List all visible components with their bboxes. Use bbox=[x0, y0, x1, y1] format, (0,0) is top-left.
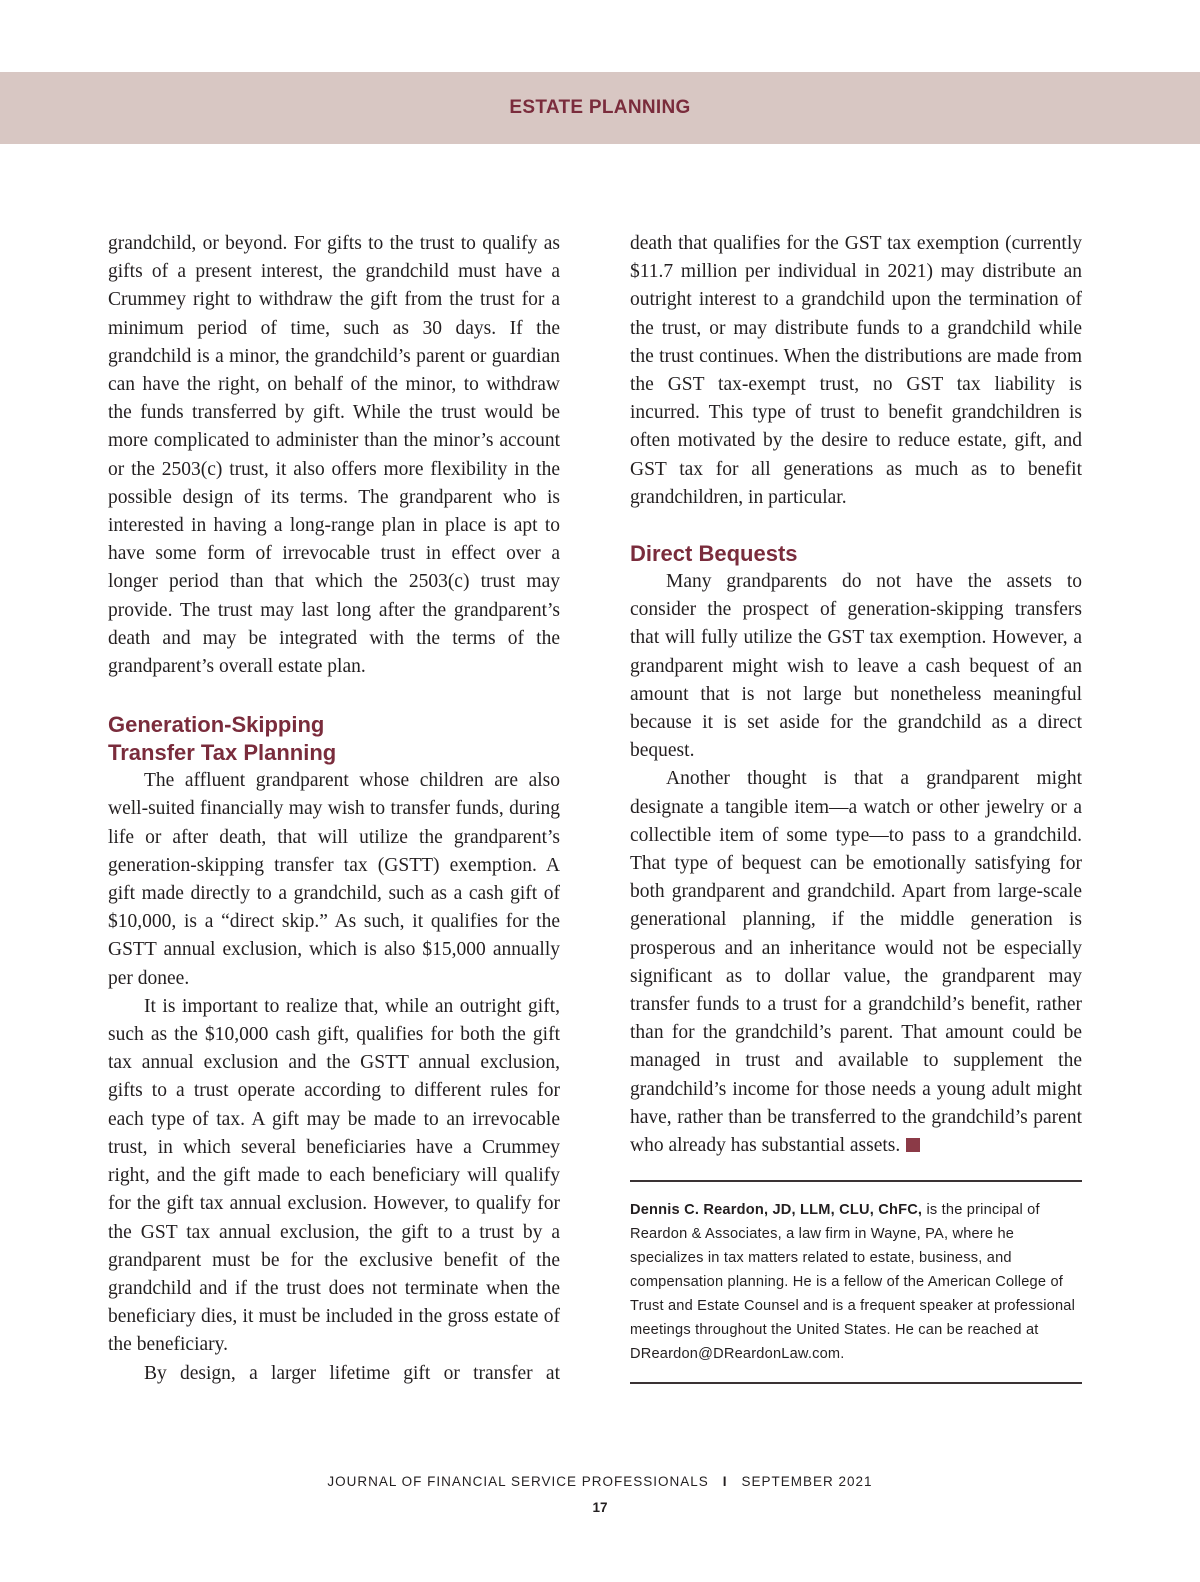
right-paragraph-3 bbox=[630, 765, 1082, 1160]
bio-rule-bottom bbox=[630, 1382, 1082, 1384]
left-paragraph-2: The affluent grandparent whose children are also well-suited financially may wish to transfer funds, during life or after death, that will utilize the grandparent’s generation-skipping transfer tax (GSTT) exemption. A gift made directly to a grandchild, such as a cash gift of $10,000, is a “direct skip.” As such, it qualifies for the GSTT annual exclusion, which is also $15,000 annually per donee. bbox=[108, 770, 560, 989]
author-bio-text: is the principal of Reardon & Associates, a law firm in Wayne, PA, where he specializes in tax matters related to estate, business, and compensation planning. He is a fellow of the American College of Trust and Estate Counsel and is a frequent speaker at professional meetings throughout the United States. He can be reached at DReardon@DReardonLaw.com. bbox=[630, 1202, 1076, 1363]
footer-separator: I bbox=[722, 1474, 728, 1489]
bio-rule-top bbox=[630, 1180, 1082, 1182]
issue-date: SEPTEMBER 2021 bbox=[741, 1474, 873, 1489]
heading-direct-bequests: Direct Bequests bbox=[630, 541, 798, 567]
page-number: 17 bbox=[592, 1500, 608, 1515]
journal-name: JOURNAL OF FINANCIAL SERVICE PROFESSIONALS bbox=[327, 1474, 709, 1489]
left-column bbox=[108, 230, 560, 1388]
heading-line-1: Generation-Skipping bbox=[108, 712, 325, 738]
left-paragraph-1: grandchild, or beyond. For gifts to the trust to qualify as gifts of a present interest, the grandchild must have a Crummey right to withdraw the gift from the trust for a minimum period of time, such as 30 days. If the grandchild is a minor, the grandchild’s parent or guardian can have the right, on behalf of the minor, to withdraw the funds transferred by gift. While the trust would be more complicated to administer than the minor’s account or the 2503(c) trust, it also offers more flexibility in the possible design of its terms. The grandparent who is interested in having a long-range plan in place is apt to have some form of irrevocable trust in effect over a longer period than that which the 2503(c) trust may provide. The trust may last long after the grandparent’s death and may be integrated with the terms of the grandparent’s overall estate plan. bbox=[108, 233, 560, 678]
footer bbox=[0, 1474, 1200, 1489]
left-paragraph-3: It is important to realize that, while an outright gift, such as the $10,000 cash gift, qualifies for both the gift tax annual exclusion and the GSTT annual exclusion, gifts to a trust operate according to different rules for each type of tax. A gift may be made to an irrevocable trust, in which several beneficiaries have a Crummey right, and the gift made to each beneficiary will qualify for the gift tax annual exclusion. However, to qualify for the GST tax annual exclusion, the gift to a trust by a grandparent must be for the exclusive benefit of the grandchild and if the trust does not terminate when the beneficiary dies, it must be included in the gross estate of the beneficiary. bbox=[108, 995, 560, 1356]
author-name: Dennis C. Reardon, JD, LLM, CLU, ChFC, bbox=[630, 1202, 923, 1219]
left-paragraph-4: By design, a larger lifetime gift or transfer at bbox=[144, 1362, 560, 1384]
right-paragraph-3-text: Another thought is that a grandparent might designate a tangible item—a watch or other jewelry or a collectible item of some type—to pass to a grandchild. That type of bequest can be emotionally satisfying for both grandparent and grandchild. Apart from large-scale generational planning, if the middle generation is prosperous and an inheritance would not be especially significant as to dollar value, the grandparent may transfer funds to a trust for a grandchild’s benefit, rather than for the grandchild’s parent. That amount could be managed in trust and available to supplement the grandchild’s income for those needs a young adult might have, rather than be transferred to the grandchild’s parent who already has substantial assets. bbox=[630, 768, 1082, 1157]
right-column bbox=[630, 230, 1082, 1384]
section-title: ESTATE PLANNING bbox=[509, 97, 691, 118]
heading-generation-skipping bbox=[108, 711, 560, 767]
author-bio bbox=[630, 1198, 1082, 1366]
right-paragraph-2: Many grandparents do not have the assets to consider the prospect of generation-skipping transfers that will fully utilize the GST tax exemption. However, a grandparent might wish to leave a cash bequest of an amount that is not large but nonetheless meaningful because it is set aside for the grandchild as a direct bequest. bbox=[630, 571, 1082, 762]
end-mark-icon bbox=[906, 1138, 920, 1152]
heading-line-2: Transfer Tax Planning bbox=[108, 740, 337, 766]
right-paragraph-1: death that qualifies for the GST tax exemption (currently $11.7 million per individual in 2021) may distribute an outright interest to a grandchild upon the termination of the trust, or may distribute funds to a grandchild while the trust continues. When the distributions are made from the GST tax-exempt trust, no GST tax liability is incurred. This type of trust to benefit grandchildren is often motivated by the desire to reduce estate, gift, and GST tax for all generations as much as to benefit grandchildren, in particular. bbox=[630, 233, 1082, 508]
